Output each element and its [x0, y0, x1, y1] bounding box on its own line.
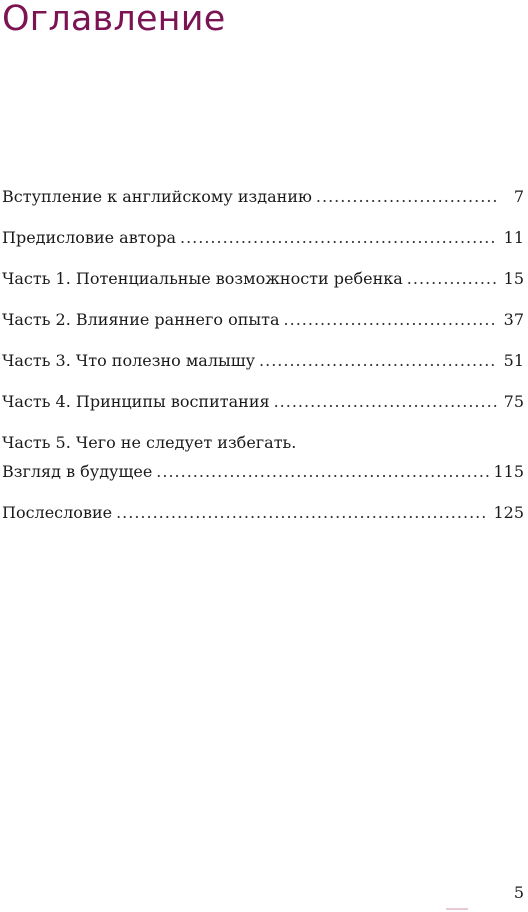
toc-entry-part-2[interactable] — [2, 311, 524, 329]
toc-entry-label: Часть 2. Влияние раннего опыта — [2, 310, 280, 329]
toc-entry-author-preface[interactable] — [2, 229, 524, 247]
toc-entry-afterword[interactable] — [2, 504, 524, 522]
toc-dot-leader — [284, 311, 498, 329]
toc-entry-label: Часть 3. Что полезно малышу — [2, 351, 256, 370]
toc-dot-leader — [407, 270, 498, 288]
toc-dot-leader — [156, 463, 489, 481]
toc-dot-leader — [316, 188, 498, 206]
toc-entry-label: Часть 1. Потенциальные возможности ребенка — [2, 269, 403, 288]
toc-entry-label: Предисловие автора — [2, 228, 176, 247]
toc-entry-part-4[interactable] — [2, 393, 524, 411]
toc-entry-page: 11 — [503, 228, 524, 247]
toc-entry-page: 37 — [503, 310, 524, 329]
toc-entry-label: Послесловие — [2, 503, 113, 522]
toc-dot-leader — [274, 393, 498, 411]
toc-entry-page: 115 — [493, 462, 524, 481]
page-title: Оглавление — [2, 0, 226, 39]
toc-entry-page: 7 — [513, 187, 524, 206]
toc-entry-page: 51 — [503, 351, 524, 370]
toc-entry-page: 15 — [503, 269, 524, 288]
page-number: 5 — [513, 883, 524, 902]
toc-entry-page: 125 — [493, 503, 524, 522]
toc-entry-label: Взгляд в будущее — [2, 462, 153, 481]
toc-dot-leader — [180, 229, 498, 247]
toc-entry-foreword-english[interactable] — [2, 188, 524, 206]
toc-entry-part-5[interactable] — [2, 434, 524, 481]
toc-entry-part-1[interactable] — [2, 270, 524, 288]
toc-entry-page: 75 — [503, 392, 524, 411]
toc-entry-label: Часть 4. Принципы воспитания — [2, 392, 270, 411]
footer-decoration — [446, 908, 468, 910]
table-of-contents — [2, 188, 524, 522]
toc-dot-leader — [116, 504, 489, 522]
toc-entry-label: Вступление к английскому изданию — [2, 187, 312, 206]
toc-entry-part-3[interactable] — [2, 352, 524, 370]
toc-entry-label-first-line: Часть 5. Чего не следует избегать. — [2, 433, 297, 452]
toc-dot-leader — [259, 352, 498, 370]
